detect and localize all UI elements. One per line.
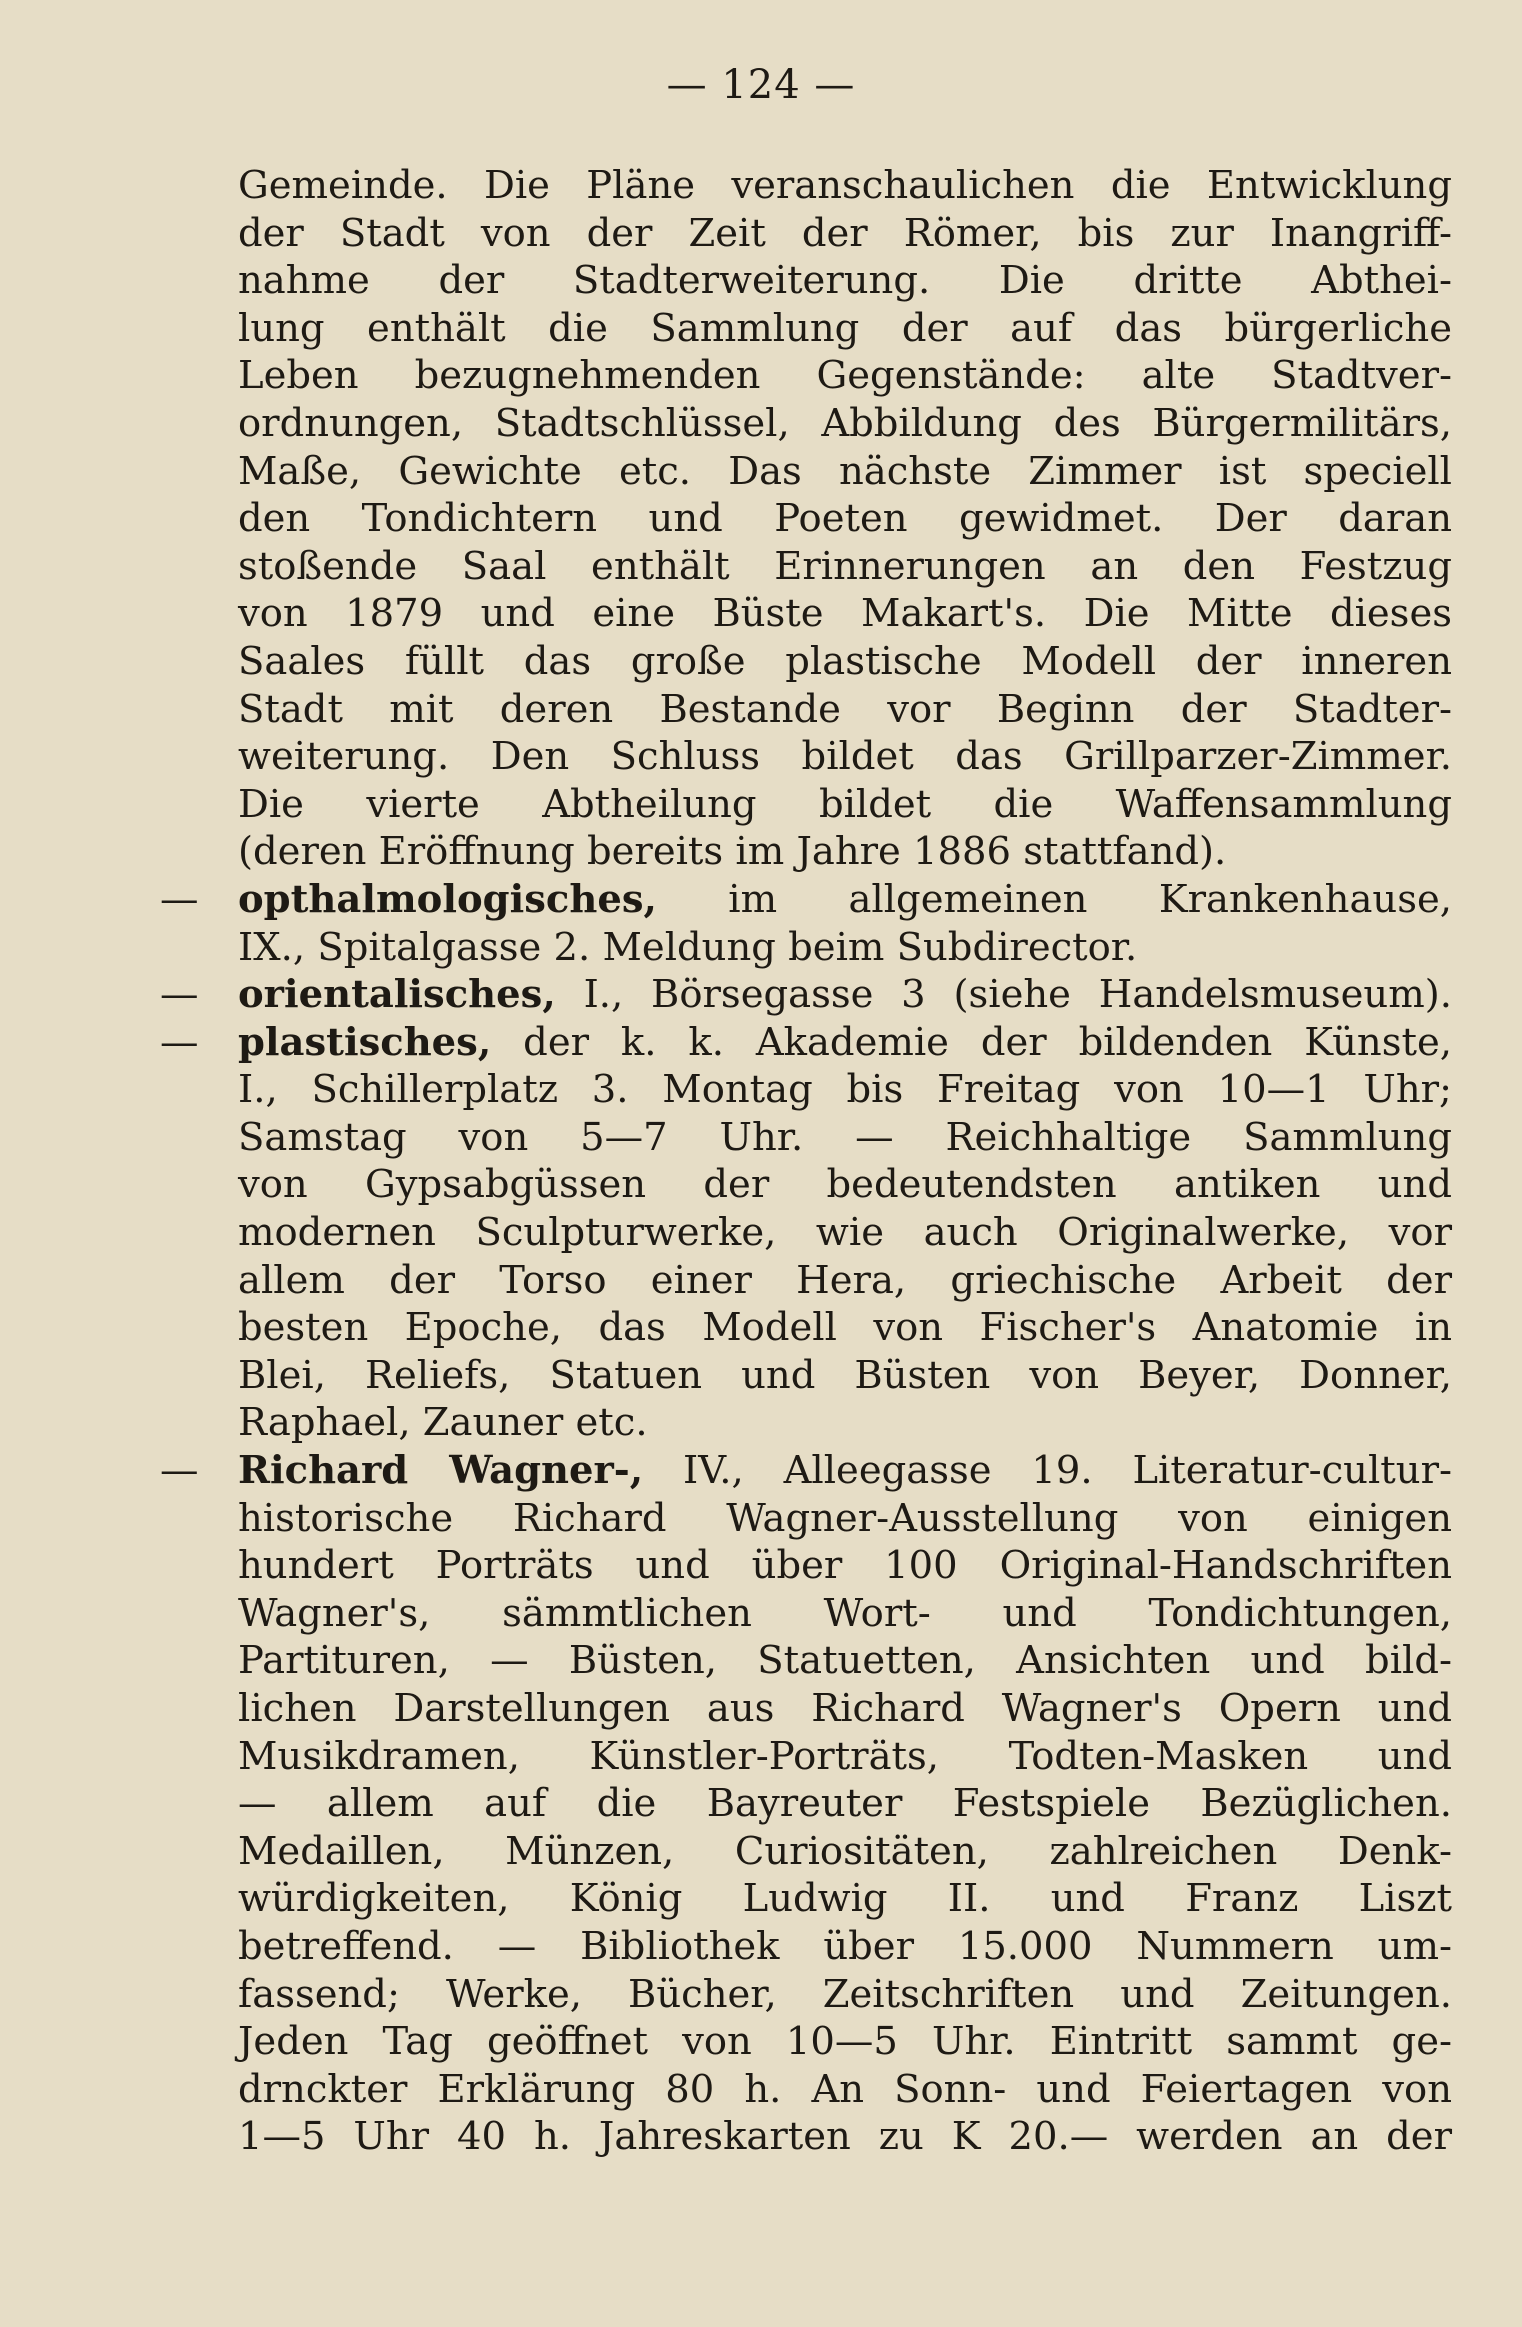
text-line: Musikdramen, Künstler-Porträts, Todten-Masken und — [238, 1733, 1452, 1779]
entry-term: orientalisches, — [238, 972, 556, 1018]
text-line: fassend; Werke, Bücher, Zeitschriften und Zeitungen. — [238, 1971, 1452, 2017]
page-number: — 124 — — [666, 62, 856, 108]
text-line: Medaillen, Münzen, Curiositäten, zahlreichen Denk- — [238, 1828, 1452, 1874]
text-line: lichen Darstellungen aus Richard Wagner's Opern und — [238, 1686, 1452, 1731]
text-line: nahme der Stadterweiterung. Die dritte Abthei- — [238, 258, 1452, 304]
entry-dash: — — [160, 1448, 199, 1494]
body-text — [160, 162, 1452, 2161]
text-line: der Stadt von der Zeit der Römer, bis zur Inangriff- — [238, 210, 1452, 256]
text-line: den Tondichtern und Poeten gewidmet. Der daran — [238, 496, 1452, 542]
text-line: Die vierte Abtheilung bildet die Waffensammlung — [238, 781, 1452, 827]
text-line: 1—5 Uhr 40 h. Jahreskarten zu K 20.— werden an der — [238, 2114, 1452, 2160]
text-line: IX., Spitalgasse 2. Meldung beim Subdirector. — [238, 924, 1138, 970]
entry-text: der k. k. Akademie der bildenden Künste, — [523, 1019, 1452, 1065]
entry-text: I., Börsegasse 3 (siehe Handelsmuseum). — [583, 972, 1452, 1018]
text-line: Saales füllt das große plastische Modell der inneren — [238, 638, 1452, 684]
text-line: würdigkeiten, König Ludwig II. und Franz Liszt — [238, 1876, 1452, 1922]
entry-term: Richard Wagner-, — [238, 1448, 644, 1494]
text-line: ordnungen, Stadtschlüssel, Abbildung des Bürgermilitärs, — [238, 400, 1452, 446]
entry-dash: — — [160, 1019, 199, 1065]
text-line: — allem auf die Bayreuter Festspiele Bezüglichen. — [238, 1781, 1452, 1827]
text-line: hundert Porträts und über 100 Original-Handschriften — [238, 1543, 1452, 1589]
text-line: lung enthält die Sammlung der auf das bürgerliche — [238, 305, 1452, 351]
entry-term: opthalmologisches, — [238, 876, 657, 922]
text-line: betreffend. — Bibliothek über 15.000 Nummern um- — [238, 1923, 1452, 1969]
text-line: Partituren, — Büsten, Statuetten, Ansichten und bild- — [238, 1638, 1452, 1684]
text-line: besten Epoche, das Modell von Fischer's Anatomie in — [238, 1305, 1452, 1351]
text-line: (deren Eröffnung bereits im Jahre 1886 stattfand). — [238, 829, 1227, 875]
text-line: Maße, Gewichte etc. Das nächste Zimmer ist speciell — [238, 448, 1452, 494]
entry-dash: — — [160, 972, 199, 1018]
entry-term: plastisches, — [238, 1019, 492, 1065]
text-line: von 1879 und eine Büste Makart's. Die Mitte dieses — [238, 591, 1452, 637]
text-line: weiterung. Den Schluss bildet das Grillparzer-Zimmer. — [238, 734, 1452, 780]
entry-richard-wagner — [160, 1447, 1452, 1495]
text-line: Raphael, Zauner etc. — [238, 1400, 648, 1446]
entry-plastisches — [160, 1019, 1452, 1067]
entry-opthalmologisches — [160, 876, 1452, 924]
entry-orientalisches — [160, 971, 1452, 1019]
text-line: modernen Sculpturwerke, wie auch Originalwerke, vor — [238, 1210, 1452, 1256]
text-line: Blei, Reliefs, Statuen und Büsten von Beyer, Donner, — [238, 1352, 1452, 1398]
entry-text: im allgemeinen Krankenhause, — [728, 876, 1452, 922]
entry-dash: — — [160, 876, 199, 922]
text-line: Jeden Tag geöffnet von 10—5 Uhr. Eintritt sammt ge- — [238, 2019, 1452, 2065]
text-line: allem der Torso einer Hera, griechische Arbeit der — [238, 1257, 1452, 1303]
text-line: stoßende Saal enthält Erinnerungen an den Festzug — [238, 543, 1452, 589]
text-line: von Gypsabgüssen der bedeutendsten antiken und — [238, 1162, 1452, 1208]
text-line: Wagner's, sämmtlichen Wort- und Tondichtungen, — [238, 1590, 1452, 1636]
text-line: Gemeinde. Die Pläne veranschaulichen die Entwicklung — [238, 163, 1452, 208]
text-line: drnckter Erklärung 80 h. An Sonn- und Feiertagen von — [238, 2066, 1452, 2112]
text-line: Samstag von 5—7 Uhr. — Reichhaltige Sammlung — [238, 1114, 1452, 1160]
text-line: Leben bezugnehmenden Gegenstände: alte Stadtver- — [238, 353, 1452, 399]
text-line: I., Schillerplatz 3. Montag bis Freitag von 10—1 Uhr; — [238, 1067, 1452, 1113]
text-line: historische Richard Wagner-Ausstellung von einigen — [238, 1495, 1452, 1541]
entry-text: IV., Alleegasse 19. Literatur-cultur- — [683, 1448, 1452, 1494]
text-line: Stadt mit deren Bestande vor Beginn der Stadter- — [238, 686, 1452, 732]
